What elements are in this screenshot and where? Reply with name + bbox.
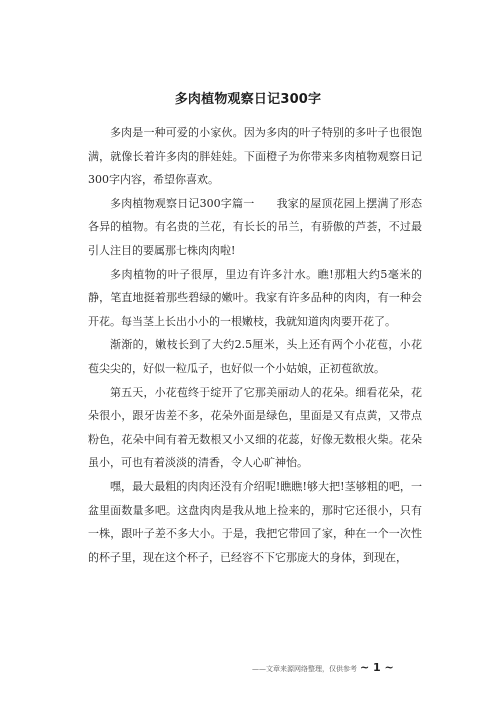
paragraph-bud: 渐渐的，嫩枝长到了大约2.5厘米，头上还有两个小花苞，小花苞尖尖的，好似一粒瓜子，也好似一个小姑娘，正初苞欲放。	[88, 338, 422, 375]
document-body	[88, 121, 422, 569]
page-number: ~ 1 ~	[360, 661, 394, 674]
footer-note: ——文章来源网络整理，仅供参考	[252, 665, 357, 673]
paragraph-intro: 多肉是一种可爱的小家伙。因为多肉的叶子特别的多叶子也很饱满，就像长着许多肉的胖娃娃。下面橙子为你带来多肉植物观察日记300字内容，希望你喜欢。	[88, 126, 422, 187]
section-heading-one: 多肉植物观察日记300字篇一	[110, 196, 255, 210]
paragraph-biggest: 嘿，最大最粗的肉肉还没有介绍呢!瞧瞧!够大把!茎够粗的吧，一盆里面数量多吧。这盘肉肉是我从地上捡来的，那时它还很小，只有一株，跟叶子差不多大小。于是，我把它带回了家，种在一个一次性的杯子里，现在这个杯子，已经容不下它那庞大的身体，到现在，	[88, 479, 422, 564]
paragraph-bloom: 第五天，小花苞终于绽开了它那美丽动人的花朵。细看花朵，花朵很小，跟牙齿差不多，花朵外面是绿色，里面是又有点黄，又带点粉色，花朵中间有着无数根又小又细的花蕊，好像无数根火柴。花朵虽小，可也有着淡淡的清香，令人心旷神怡。	[88, 385, 422, 470]
page-footer	[252, 661, 394, 674]
document-title: 多肉植物观察日记300字	[174, 92, 322, 107]
paragraph-leaves: 多肉植物的叶子很厚，里边有许多汁水。瞧!那粗大约5毫米的静，笔直地挺着那些碧绿的嫩叶。我家有许多品种的肉肉，有一种会开花。每当茎上长出小小的一根嫩枝，我就知道肉肉要开花了。	[88, 267, 422, 328]
paragraph-garden: 我家的屋顶花园上摆满了形态各异的植物。有名贵的兰花，有长长的吊兰，有骄傲的芦荟，不过最引人注目的要属那七株肉肉啦!	[88, 196, 423, 257]
paragraph-section-one	[88, 192, 422, 263]
